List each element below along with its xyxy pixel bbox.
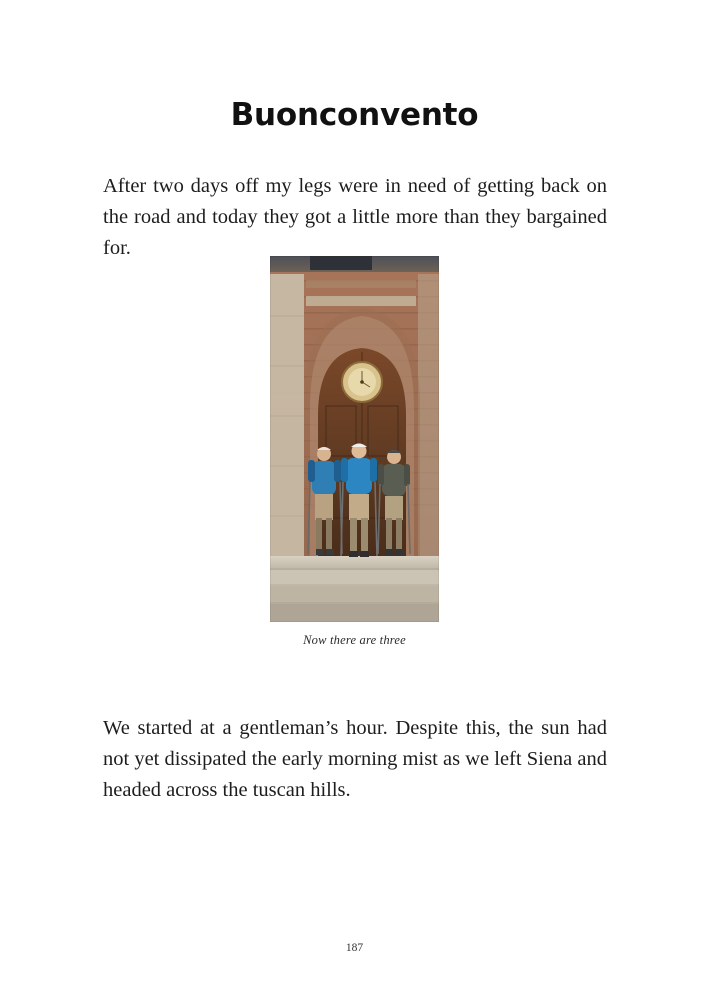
figure-caption: Now there are three [303,633,406,647]
figure [270,256,439,648]
paragraph-2: We started at a gentleman’s hour. Despite this, the sun had not yet dissipated the early morning mist as we left Siena and headed across the tuscan hills. [103,716,607,801]
photograph [270,256,439,622]
page-number: 187 [345,942,364,954]
paragraph-1: After two days off my legs were in need of getting back on the road and today they got a little more than they bargained for. [103,174,607,259]
page-title: Buonconvento [230,96,479,133]
